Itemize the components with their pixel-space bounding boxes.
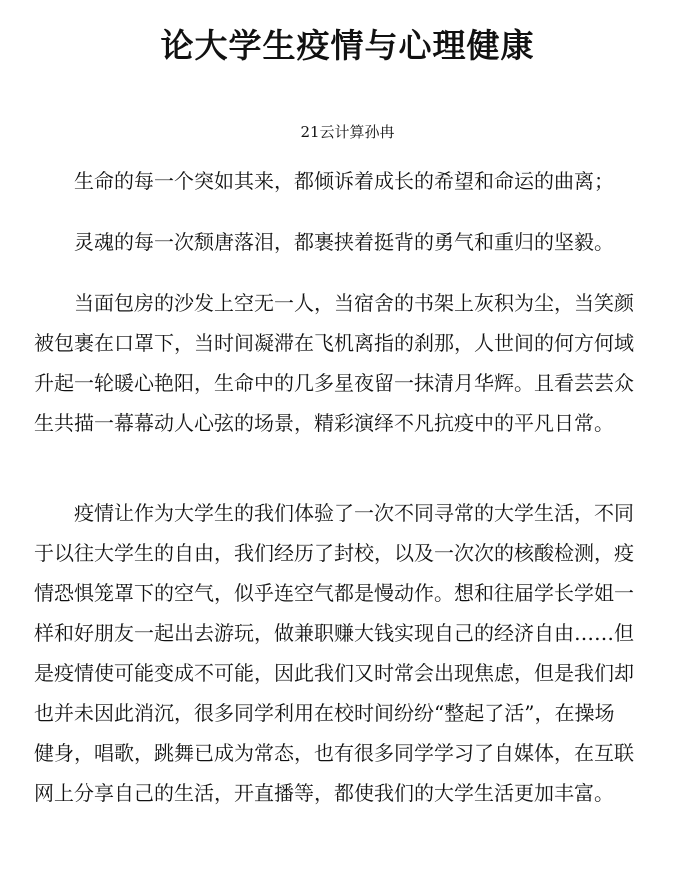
- paragraph-line-text: 当面包房的沙发上空无一人，当宿舍的书架上灰积为尘，当笑颜: [74, 291, 634, 315]
- paragraph-line: [34, 653, 666, 693]
- paragraph-line: [34, 363, 666, 403]
- paragraph-line-text: 疫情让作为大学生的我们体验了一次不同寻常的大学生活，不同: [74, 501, 634, 525]
- paragraph-line: [34, 493, 666, 533]
- paragraph-line: [34, 533, 666, 573]
- paragraph-line: [34, 693, 666, 733]
- paragraph-line-text: 生命的每一个突如其来，都倾诉着成长的希望和命运的曲离；: [74, 169, 614, 193]
- paragraph-line-text: 被包裹在口罩下，当时间凝滞在飞机离指的刹那，人世间的何方何域: [34, 331, 634, 355]
- paragraph-line-text: 情恐惧笼罩下的空气，似乎连空气都是慢动作。想和往届学长学姐一: [34, 581, 634, 605]
- paragraph-line-text: 是疫情使可能变成不可能，因此我们又时常会出现焦虑，但是我们却: [34, 661, 634, 685]
- paragraph-3: [34, 283, 666, 443]
- paragraph-line-text: 网上分享自己的生活，开直播等，都使我们的大学生活更加丰富。: [34, 781, 614, 805]
- paragraph-line-text: 升起一轮暖心艳阳，生命中的几多星夜留一抹清月华辉。且看芸芸众: [34, 371, 634, 395]
- paragraph-line: [34, 573, 666, 613]
- paragraph-line-text: 生共描一幕幕动人心弦的场景，精彩演绎不凡抗疫中的平凡日常。: [34, 411, 614, 435]
- paragraph-2: [34, 222, 666, 262]
- paragraph-line-text: 样和好朋友一起出去游玩，做兼职赚大钱实现自己的经济自由……但: [34, 621, 634, 645]
- paragraph-line-text: 于以往大学生的自由，我们经历了封校，以及一次次的核酸检测，疫: [34, 541, 634, 565]
- paragraph-line: [34, 613, 666, 653]
- paragraph-line: [34, 733, 666, 773]
- paragraph-line: [34, 323, 666, 363]
- paragraph-line: [34, 161, 666, 201]
- paragraph-line: [34, 283, 666, 323]
- paragraph-line: [34, 222, 666, 262]
- document-title: 论大学生疫情与心理健康: [160, 26, 535, 65]
- paragraph-line-text: 健身，唱歌，跳舞已成为常态，也有很多同学学习了自媒体，在互联: [34, 741, 634, 765]
- author-line: 21云计算孙冉: [300, 123, 395, 141]
- paragraph-line: [34, 403, 666, 443]
- paragraph-line: [34, 773, 666, 813]
- paragraph-1: [34, 161, 666, 201]
- paragraph-line-text: 也并未因此消沉，很多同学利用在校时间纷纷“整起了活”，在操场: [34, 701, 615, 725]
- paragraph-line-text: 灵魂的每一次颓唐落泪，都裹挟着挺背的勇气和重归的坚毅。: [74, 230, 614, 254]
- paragraph-4: [34, 493, 666, 813]
